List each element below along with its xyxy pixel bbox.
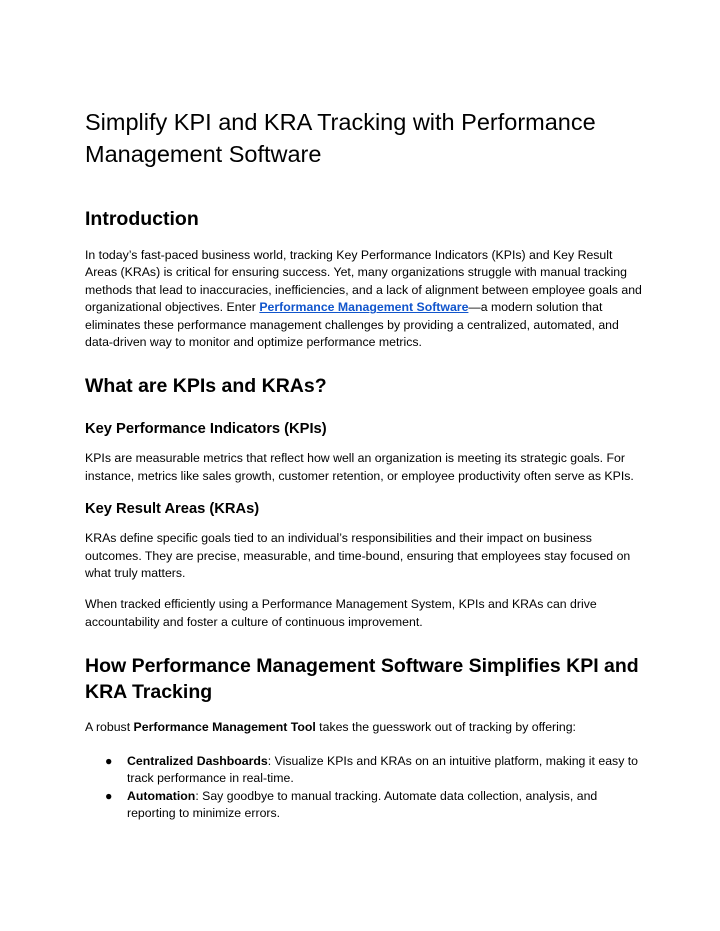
list-item: [85, 788, 645, 823]
list-item: [85, 753, 645, 788]
kra-subheading: Key Result Areas (KRAs): [85, 501, 260, 518]
list-item-text: : Visualize KPIs and KRAs on an intuitive platform, making it easy to track performance in real-time.: [127, 753, 639, 786]
intro-text-before-link: In today’s fast-paced business world, tracking Key Performance Indicators (KPIs) and Key Result Areas (KRAs) is critical for ensuring success. Yet, many organizations struggle with manual tracking methods that lead to inaccuracies, inefficiencies, and a lack of alignment between employee goals and organizational objectives. Enter: [85, 248, 642, 315]
how-lead-before: A robust: [85, 720, 134, 735]
list-item-label: Centralized Dashboards: [127, 753, 268, 768]
performance-management-software-link[interactable]: Performance Management Software: [259, 300, 469, 315]
bullet-icon: ●: [105, 753, 113, 768]
introduction-heading: Introduction: [85, 208, 199, 230]
intro-text-after-link: —a modern solution that eliminates these performance management challenges by providing a centralized, automated, and data-driven way to monitor and optimize performance metrics.: [85, 300, 619, 350]
bullet-icon: ●: [105, 788, 113, 803]
performance-management-tool-bold: Performance Management Tool: [133, 720, 316, 735]
kra-paragraph: KRAs define specific goals tied to an individual’s responsibilities and their impact on business outcomes. They are precise, measurable, and time-bound, ensuring that employees stay focused on what truly matters.: [85, 531, 631, 581]
document-title: Simplify KPI and KRA Tracking with Performance Management Software: [85, 109, 596, 167]
kpi-paragraph: KPIs are measurable metrics that reflect how well an organization is meeting its strategic goals. For instance, metrics like sales growth, customer retention, or employee productivity often serve as KPIs.: [85, 451, 634, 483]
feature-list: [85, 753, 645, 823]
tracking-paragraph: When tracked efficiently using a Performance Management System, KPIs and KRAs can drive accountability and foster a culture of continuous improvement.: [85, 597, 597, 629]
document-body: [85, 106, 645, 822]
list-item-label: Automation: [127, 788, 196, 803]
what-are-kpis-heading: What are KPIs and KRAs?: [85, 375, 327, 398]
how-lead-after: takes the guesswork out of tracking by offering:: [315, 720, 576, 735]
kpi-subheading: Key Performance Indicators (KPIs): [85, 421, 327, 438]
how-heading: How Performance Management Software Simplifies KPI and KRA Tracking: [85, 655, 639, 704]
introduction-paragraph: [85, 247, 645, 351]
how-lead-paragraph: [85, 719, 645, 736]
list-item-text: : Say goodbye to manual tracking. Automate data collection, analysis, and reporting to minimize errors.: [127, 788, 598, 820]
